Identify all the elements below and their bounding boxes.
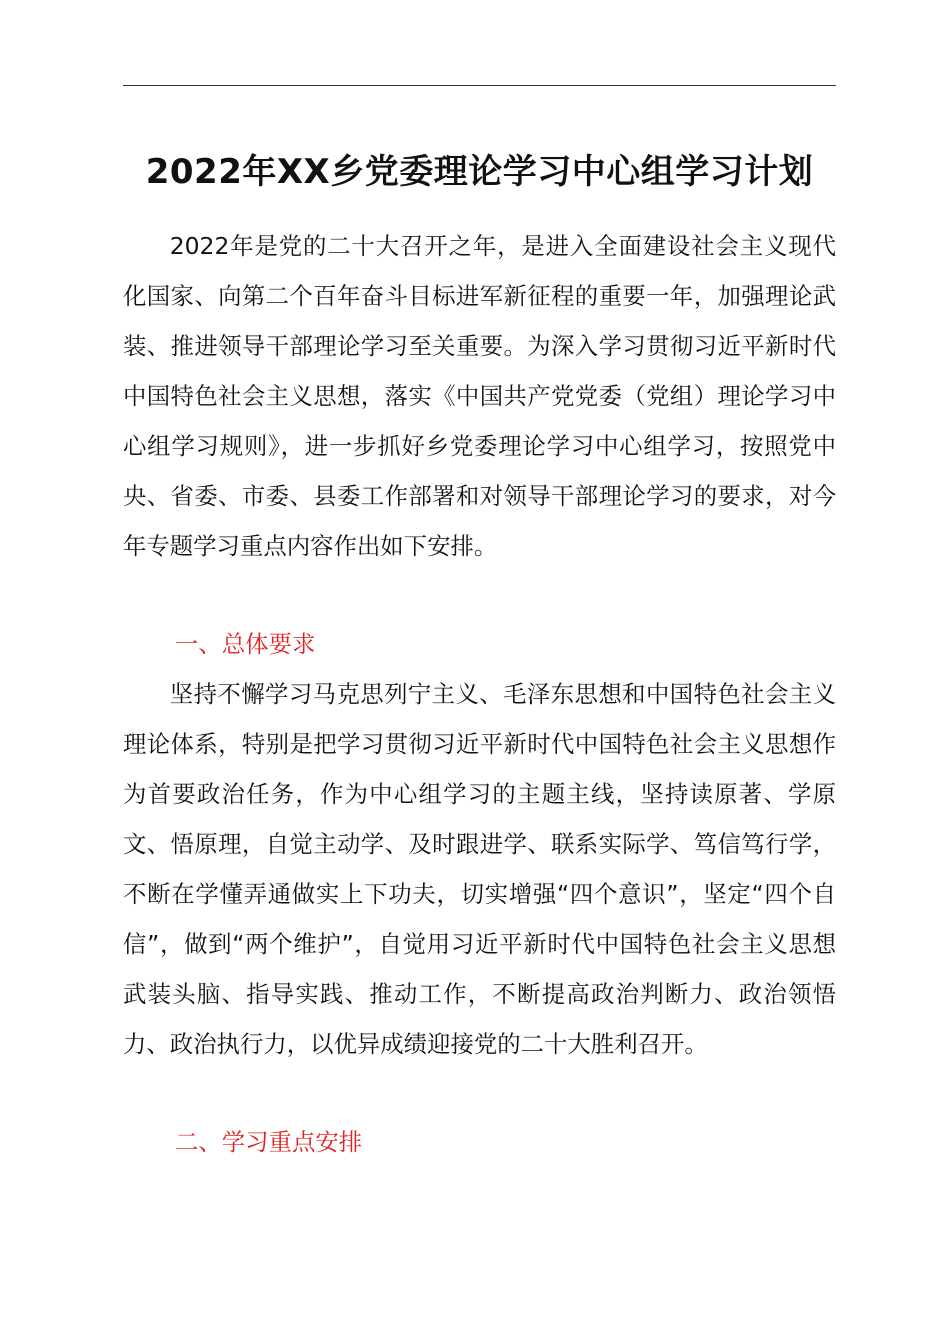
requirements-paragraph: 坚持不懈学习马克思列宁主义、毛泽东思想和中国特色社会主义理论体系，特别是把学习贯彻习近平新时代中国特色社会主义思想作为首要政治任务，作为中心组学习的主题主线，坚持读原著、学原文、悟原理，自觉主动学、及时跟进学、联系实际学、笃信笃行学，不断在学懂弄通做实上下功夫，切实增强“四个意识”，坚定“四个自信”，做到“两个维护”，自觉用习近平新时代中国特色社会主义思想武装头脑、指导实践、推动工作，不断提高政治判断力、政治领悟力、政治执行力，以优异成绩迎接党的二十大胜利召开。 (123, 680, 836, 1058)
section-heading-study-arrangements: 二、学习重点安排 (175, 1128, 363, 1156)
intro-paragraph: 2022年是党的二十大召开之年，是进入全面建设社会主义现代化国家、向第二个百年奋斗目标进军新征程的重要一年，加强理论武装、推进领导干部理论学习至关重要。为深入学习贯彻习近平新时代中国特色社会主义思想，落实《中国共产党党委（党组）理论学习中心组学习规则》，进一步抓好乡党委理论学习中心组学习，按照党中央、省委、市委、县委工作部署和对领导干部理论学习的要求，对今年专题学习重点内容作出如下安排。 (123, 232, 836, 560)
header-rule (123, 85, 836, 86)
document-title: 2022年XX乡党委理论学习中心组学习计划 (145, 152, 814, 192)
section-heading-general-requirements: 一、总体要求 (175, 630, 316, 658)
